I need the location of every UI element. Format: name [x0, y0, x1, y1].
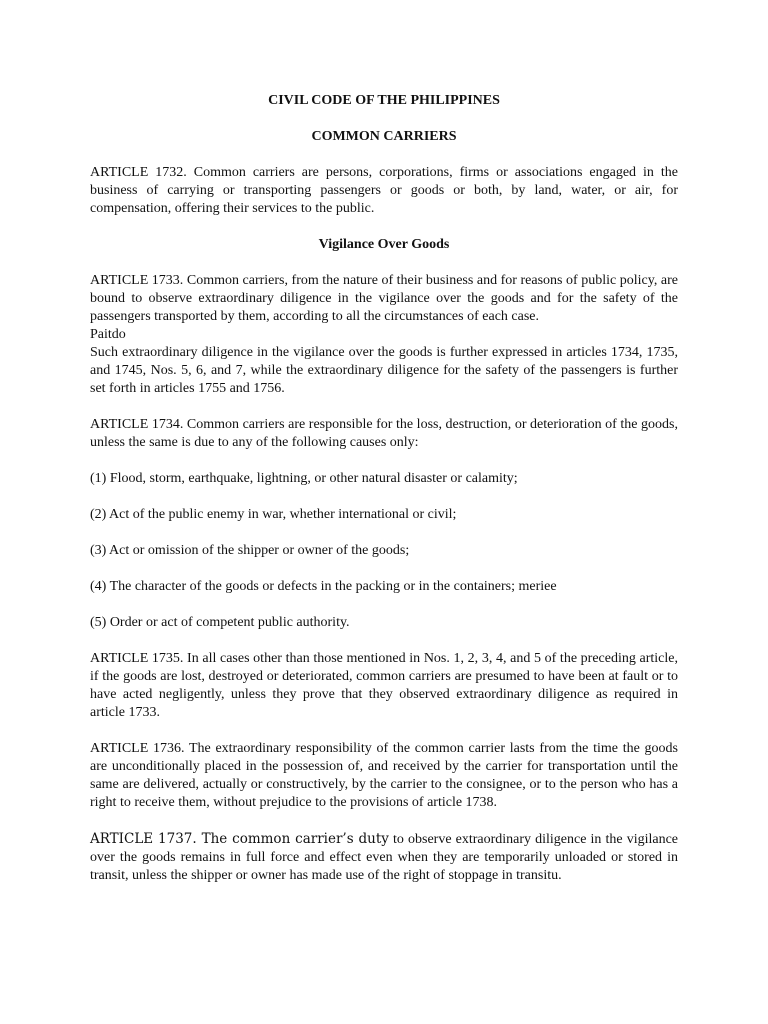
- article-1736: ARTICLE 1736. The extraordinary responsibility of the common carrier lasts from the time the goods are unconditionally placed in the possession of, and received by the carrier for transportation until the same are delivered, actually or constructively, by the carrier to the consignee, or to the person who has a right to receive them, without prejudice to the provisions of article 1738.: [90, 741, 678, 810]
- article-1737: [90, 830, 678, 885]
- cause-item: (3) Act or omission of the shipper or owner of the goods;: [90, 543, 410, 558]
- article-1732: ARTICLE 1732. Common carriers are persons, corporations, firms or associations engaged in the business of carrying or transporting passengers or goods or both, by land, water, or air, for compensation, offering their services to the public.: [90, 165, 678, 216]
- article-1733: ARTICLE 1733. Common carriers, from the nature of their business and for reasons of public policy, are bound to observe extraordinary diligence in the vigilance over the goods and for the safety of the passengers transported by them, according to all the circumstances of each case.: [90, 273, 678, 324]
- article-1737-rest: to observe extraordinary diligence in the vigilance over the goods remains in full force and effect even when they are temporarily unloaded or stored in transit, unless the shipper or owner has made use of the right of stoppage in transitu.: [90, 832, 679, 883]
- cause-item: (2) Act of the public enemy in war, whether international or civil;: [90, 507, 457, 522]
- document-subtitle: COMMON CARRIERS: [311, 129, 457, 144]
- article-1737-lead: ARTICLE 1737. The common carrier’s duty: [90, 831, 389, 847]
- cause-item: (1) Flood, storm, earthquake, lightning, or other natural disaster or calamity;: [90, 471, 518, 486]
- cause-item: (4) The character of the goods or defects in the packing or in the containers; meriee: [90, 579, 557, 594]
- article-1734: ARTICLE 1734. Common carriers are responsible for the loss, destruction, or deterioration of the goods, unless the same is due to any of the following causes only:: [90, 417, 678, 450]
- section-heading-vigilance: Vigilance Over Goods: [318, 237, 450, 252]
- article-1735: ARTICLE 1735. In all cases other than those mentioned in Nos. 1, 2, 3, 4, and 5 of the preceding article, if the goods are lost, destroyed or deteriorated, common carriers are presumed to have been at fault or to have acted negligently, unless they prove that they observed extraordinary diligence as required in article 1733.: [90, 651, 678, 720]
- document-title: CIVIL CODE OF THE PHILIPPINES: [268, 93, 500, 108]
- document-page: [90, 92, 678, 903]
- cause-item: (5) Order or act of competent public authority.: [90, 615, 350, 630]
- article-1733-note: Paitdo: [90, 327, 126, 342]
- article-1733-continuation: Such extraordinary diligence in the vigilance over the goods is further expressed in articles 1734, 1735, and 1745, Nos. 5, 6, and 7, while the extraordinary diligence for the safety of the passengers is further set forth in articles 1755 and 1756.: [90, 345, 678, 396]
